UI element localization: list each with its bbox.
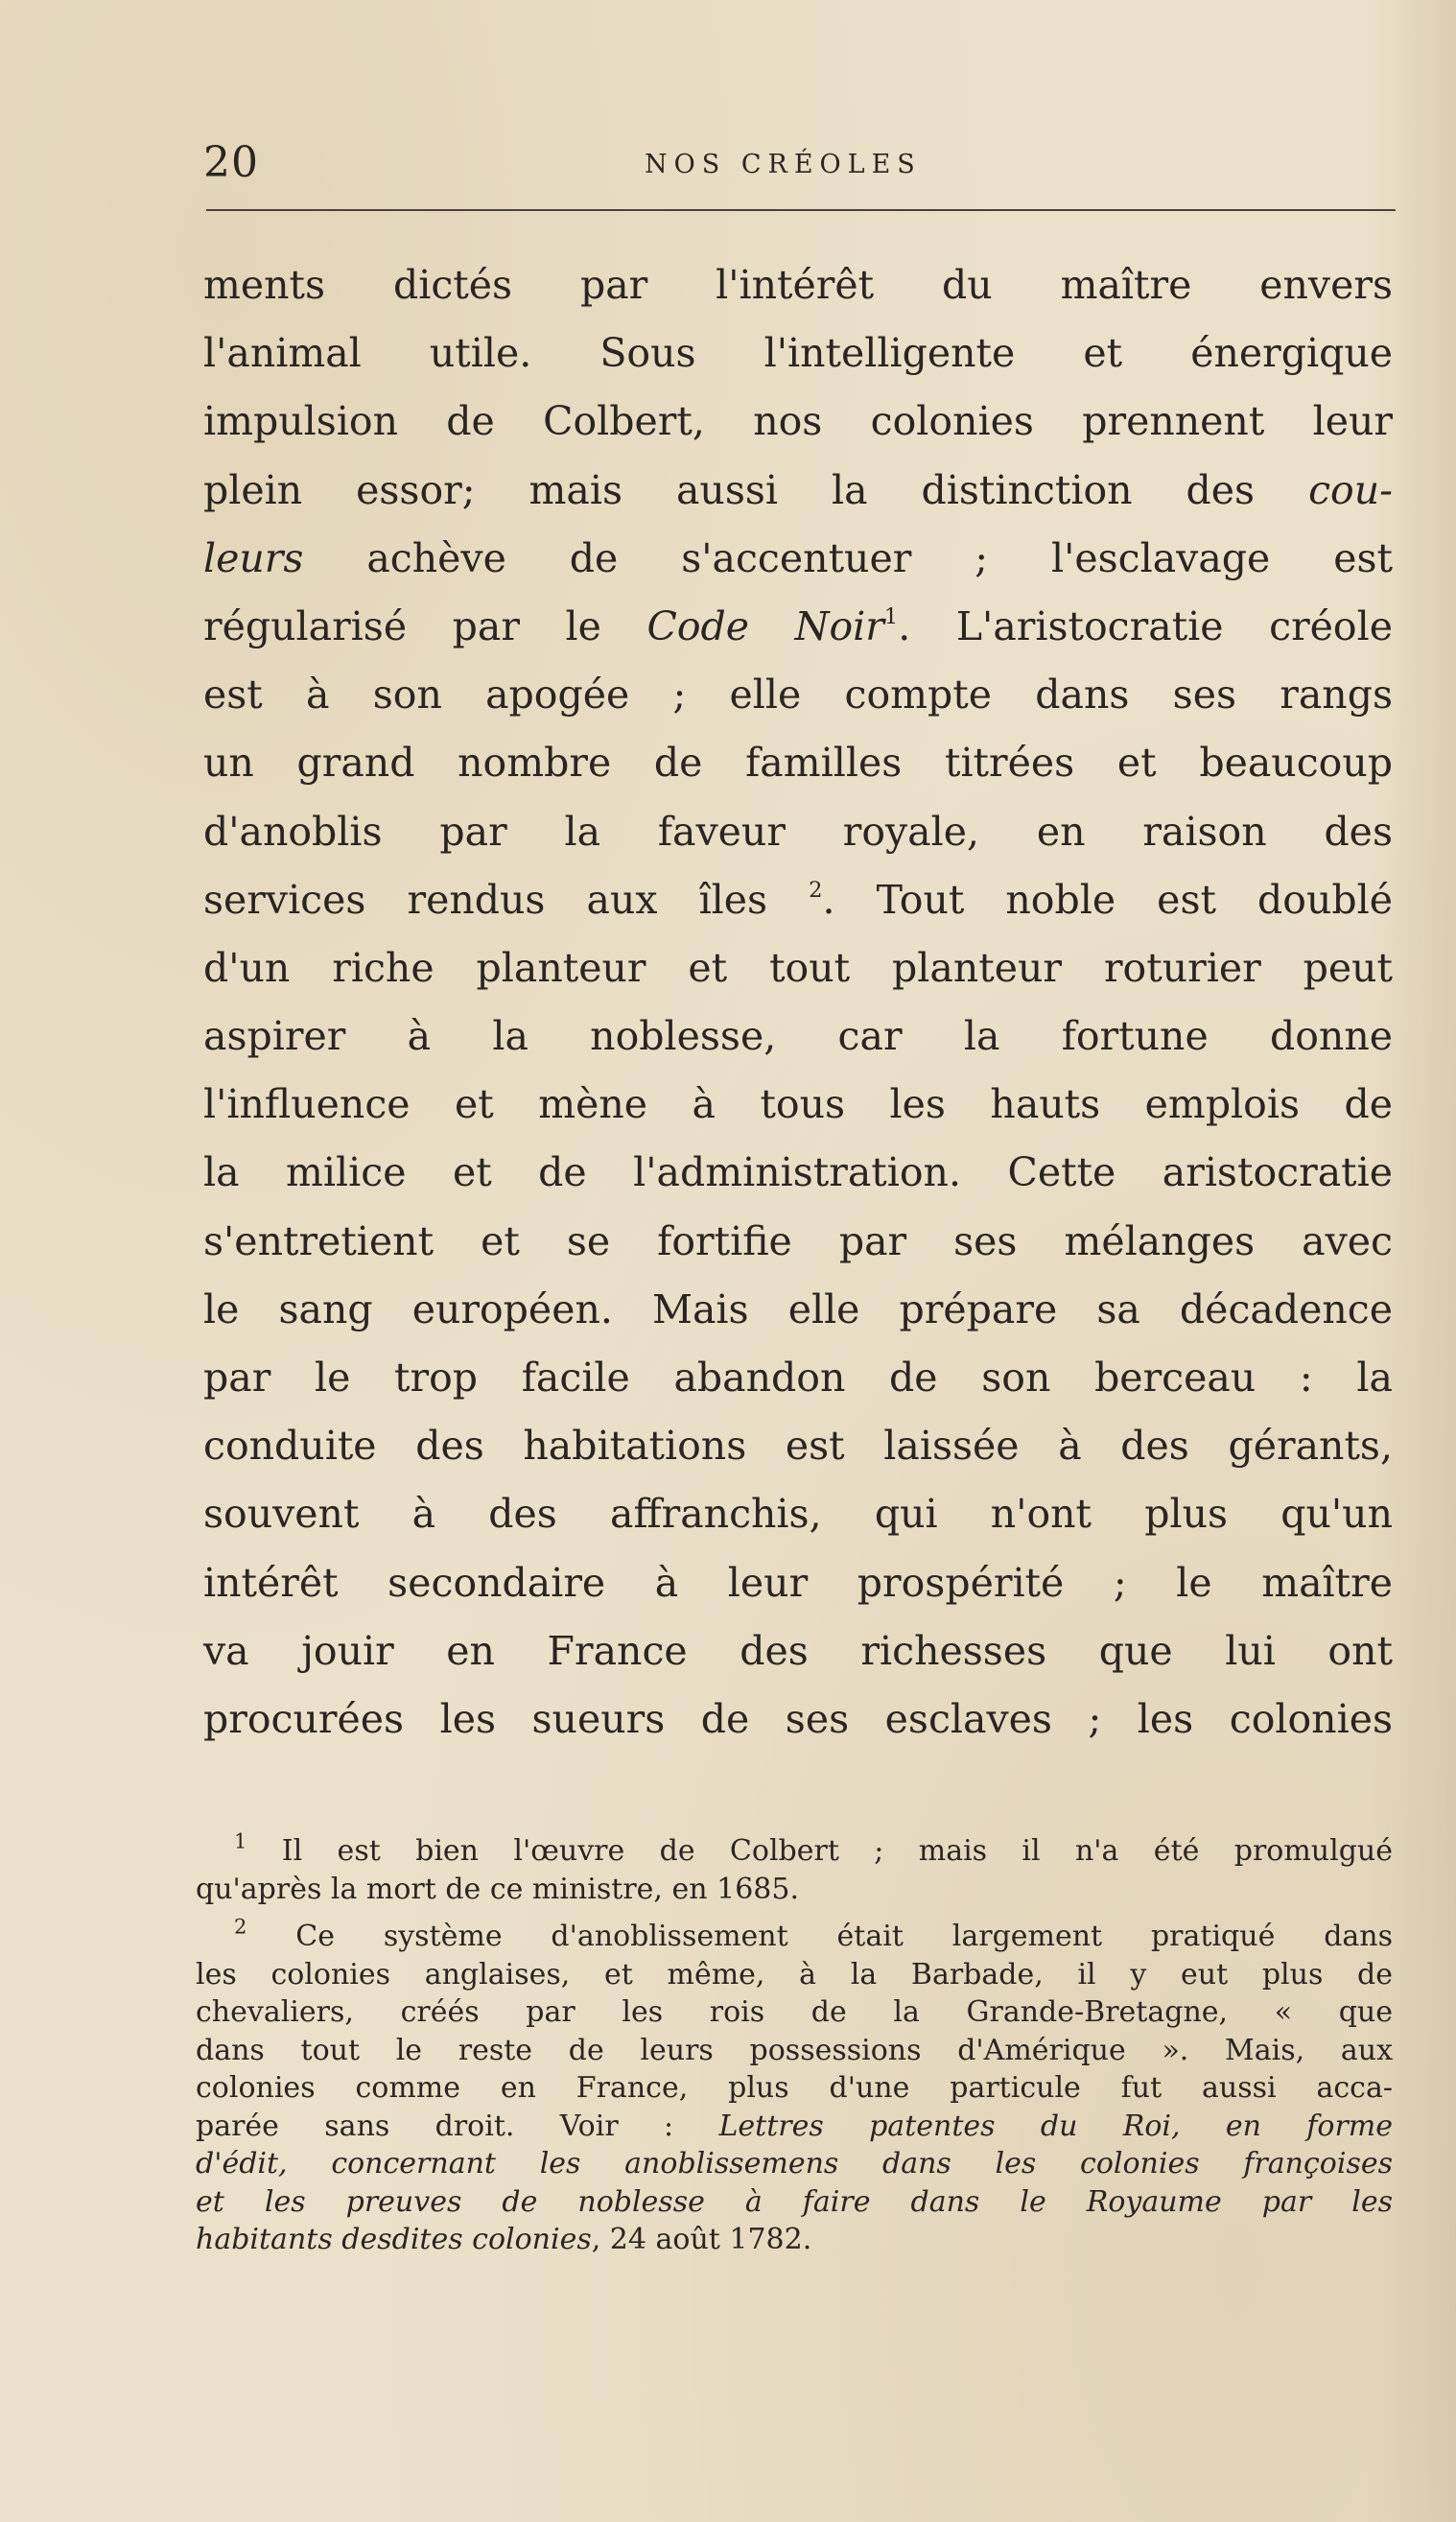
- text-line: l'animal utile. Sous l'intelligente et énergique: [203, 330, 1393, 377]
- text-segment: services rendus aux îles: [203, 876, 768, 923]
- text-line: impulsion de Colbert, nos colonies prennent leur: [203, 398, 1393, 445]
- footnote-line: les colonies anglaises, et même, à la Barbade, il y eut plus de: [196, 1957, 1393, 1992]
- footnote-line: [196, 1829, 1393, 1871]
- footnote-italic: d'édit, concernant les anoblissemens dans les colonies françoises: [196, 2147, 1393, 2180]
- footnote-italic: et les preuves de noblesse à faire dans le Royaume par les: [196, 2184, 1393, 2219]
- text-segment: régularisé par le: [203, 602, 601, 649]
- main-text: [203, 251, 1393, 1754]
- running-title: NOS CRÉOLES: [645, 150, 922, 179]
- text-line: intérêt secondaire à leur prospérité ; le maître: [203, 1559, 1393, 1606]
- text-segment: achève de s'accentuer ; l'esclavage est: [366, 534, 1393, 581]
- footnote-line: [196, 2183, 1393, 2222]
- footnote-line: [196, 2108, 1393, 2146]
- text-line: d'anoblis par la faveur royale, en raison des: [203, 808, 1393, 855]
- text-line: l'influence et mène à tous les hauts emplois de: [203, 1081, 1393, 1128]
- text-line: ments dictés par l'intérêt du maître envers: [203, 262, 1393, 308]
- text-line: [203, 593, 1393, 661]
- footnote-text: , 24 août 1782.: [591, 2223, 812, 2256]
- italic-segment: leurs: [203, 534, 304, 581]
- text-line: la milice et de l'administration. Cette aristocratie: [203, 1149, 1393, 1196]
- page-number: 20: [203, 138, 259, 187]
- text-line: [203, 457, 1393, 525]
- footnote-ref-2: 2: [809, 877, 823, 903]
- footnote-marker: 1: [234, 1829, 247, 1853]
- text-line: [203, 525, 1393, 593]
- footnote-line: dans tout le reste de leurs possessions d'Amérique ». Mais, aux: [196, 2033, 1393, 2067]
- text-line: souvent à des affranchis, qui n'ont plus qu'un: [203, 1491, 1393, 1538]
- text-line: par le trop facile abandon de son berceau : la: [203, 1355, 1393, 1401]
- footnote-ref-1: 1: [883, 604, 899, 630]
- footnote-text: Il est bien l'œuvre de Colbert ; mais il n'a été promulgué: [281, 1834, 1393, 1868]
- italic-segment: Code Noir: [646, 602, 884, 649]
- text-segment: plein essor; mais aussi la distinction des: [203, 466, 1256, 513]
- text-line: procurées les sueurs de ses esclaves ; les colonies: [203, 1695, 1393, 1742]
- footnote-line: [196, 2221, 1393, 2259]
- running-head: [203, 134, 1393, 201]
- text-line: [203, 866, 1393, 934]
- footnote-line: qu'après la mort de ce ministre, en 1685.: [196, 1872, 800, 1906]
- footnotes: [196, 1829, 1393, 2269]
- footnote-2: [196, 1915, 1393, 2259]
- italic-segment: cou-: [1308, 466, 1393, 513]
- text-line: est à son apogée ; elle compte dans ses rangs: [203, 672, 1393, 719]
- text-segment: . Tout noble est doublé: [822, 876, 1393, 923]
- footnote-line: colonies comme en France, plus d'une particule fut aussi acca-: [196, 2071, 1393, 2105]
- text-line: s'entretient et se fortifie par ses mélanges avec: [203, 1217, 1393, 1264]
- footnote-line: [196, 2145, 1393, 2183]
- footnote-line: chevaliers, créés par les rois de la Grande-Bretagne, « que: [196, 1995, 1393, 2029]
- text-line: le sang européen. Mais elle prépare sa décadence: [203, 1285, 1393, 1332]
- footnote-marker: 2: [234, 1915, 247, 1939]
- footnote-1: [196, 1829, 1393, 1908]
- text-line: un grand nombre de familles titrées et beaucoup: [203, 740, 1393, 787]
- footnote-italic: Lettres patentes du Roi, en forme: [718, 2109, 1393, 2143]
- text-segment: . L'aristocratie créole: [898, 602, 1393, 649]
- footnote-text: parée sans droit. Voir :: [196, 2109, 674, 2143]
- text-line: d'un riche planteur et tout planteur roturier peut: [203, 944, 1393, 991]
- text-line: va jouir en France des richesses que lui ont: [203, 1627, 1393, 1674]
- footnote-text: Ce système d'anoblissement était largement pratiqué dans: [295, 1920, 1393, 1953]
- footnote-line: [196, 1915, 1393, 1956]
- text-line: conduite des habitations est laissée à des gérants,: [203, 1423, 1393, 1470]
- header-rule: [206, 209, 1396, 211]
- text-line: aspirer à la noblesse, car la fortune donne: [203, 1013, 1393, 1060]
- footnote-italic: habitants desdites colonies: [196, 2223, 592, 2256]
